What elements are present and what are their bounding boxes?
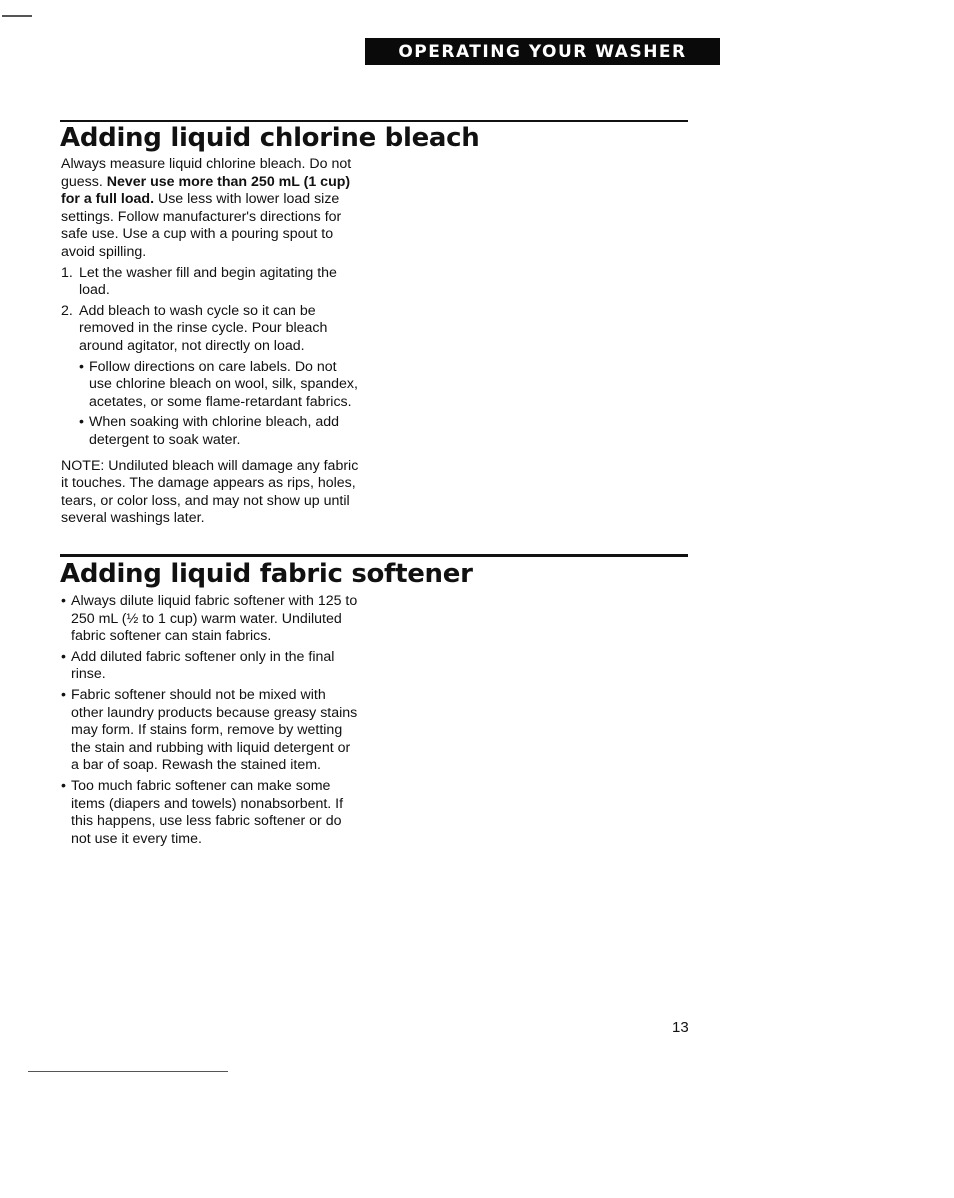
bleach-steps bbox=[61, 265, 361, 450]
scan-mark bbox=[28, 1071, 228, 1072]
list-item: • Always dilute liquid fabric softener with 125 to 250 mL (½ to 1 cup) warm water. Undiluted fabric softener can stain fabrics. bbox=[61, 593, 358, 645]
section-rule bbox=[60, 120, 688, 122]
list-item: • Too much fabric softener can make some items (diapers and towels) nonabsorbent. If this happens, use less fabric softener or do not use it every time. bbox=[61, 777, 344, 847]
bullet-icon: • bbox=[61, 686, 66, 703]
bleach-intro: Always measure liquid chlorine bleach. Do not guess. Never use more than 250 mL (1 cup) for a full load. Use less with lower load size settings. Follow manufacturer's directions for safe use. Use a cup with a pouring spout to avoid spilling. bbox=[61, 156, 352, 260]
bullet-icon: • bbox=[79, 358, 84, 375]
list-item: • When soaking with chlorine bleach, add detergent to soak water. bbox=[79, 414, 340, 448]
bleach-sub-bullets bbox=[79, 359, 361, 450]
list-item: • Add diluted fabric softener only in the final rinse. bbox=[61, 648, 335, 683]
bleach-note: NOTE: Undiluted bleach will damage any fabric it touches. The damage appears as rips, holes, tears, or color loss, and may not show up until several washings later. bbox=[61, 457, 359, 527]
softener-body bbox=[61, 590, 361, 851]
list-item: 1. Let the washer fill and begin agitating the load. bbox=[61, 264, 337, 299]
softener-heading: Adding liquid fabric softener bbox=[60, 559, 473, 589]
section-banner: OPERATING YOUR WASHER bbox=[365, 38, 720, 65]
bullet-icon: • bbox=[79, 414, 84, 431]
scan-mark bbox=[2, 15, 32, 17]
section-rule bbox=[60, 554, 688, 557]
bleach-body bbox=[61, 156, 361, 528]
page-number: 13 bbox=[672, 1019, 689, 1036]
softener-bullets bbox=[61, 593, 361, 848]
bullet-icon: • bbox=[61, 648, 66, 665]
list-item: • Fabric softener should not be mixed with other laundry products because greasy stains may form. If stains form, remove by wetting the stain and rubbing with liquid detergent or a bar of soap. Rewash the stained item. bbox=[61, 686, 358, 774]
bullet-icon: • bbox=[61, 593, 66, 609]
list-item: 2. Add bleach to wash cycle so it can be removed in the rinse cycle. Pour bleach around agitator, not directly on load. • Follow directions on care labels. Do not use chlorine bleach on wool, silk, spandex, acetates, or some flame-retardant fabrics. • When soaking with chlorine bleach, add detergent to soak water. bbox=[61, 303, 361, 450]
bleach-heading: Adding liquid chlorine bleach bbox=[60, 123, 480, 153]
list-item: • Follow directions on care labels. Do not use chlorine bleach on wool, silk, spandex, acetates, or some flame-retardant fabrics. bbox=[79, 358, 358, 410]
bullet-icon: • bbox=[61, 777, 66, 794]
